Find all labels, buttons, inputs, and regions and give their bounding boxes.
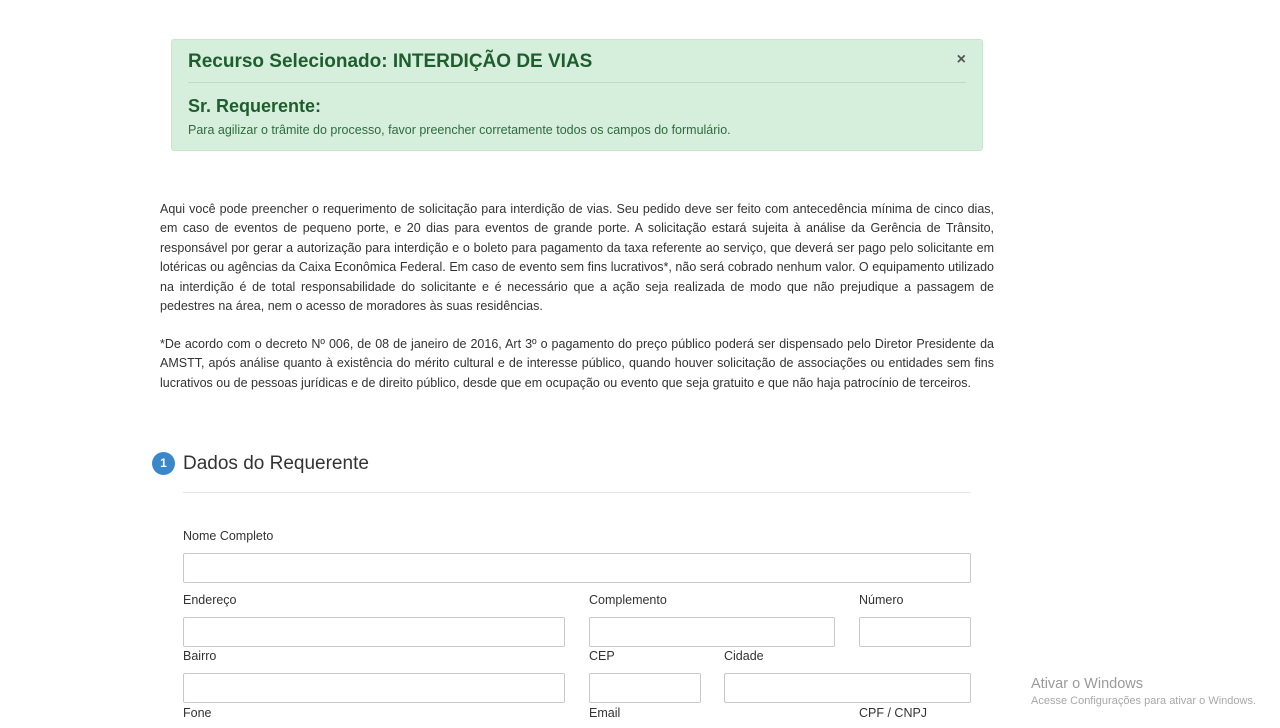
fone-label: Fone <box>183 706 212 720</box>
numero-label: Número <box>859 593 904 607</box>
nome-completo-input[interactable] <box>183 553 971 583</box>
alert-divider <box>188 82 966 83</box>
email-label: Email <box>589 706 621 720</box>
endereco-label: Endereço <box>183 593 237 607</box>
complemento-input[interactable] <box>589 617 835 647</box>
nome-completo-label: Nome Completo <box>183 529 274 543</box>
numero-input[interactable] <box>859 617 971 647</box>
complemento-label: Complemento <box>589 593 667 607</box>
bairro-input[interactable] <box>183 673 565 703</box>
bairro-label: Bairro <box>183 649 217 663</box>
close-icon[interactable]: × <box>956 51 966 68</box>
cpf-cnpj-label: CPF / CNPJ <box>859 706 928 720</box>
cep-label: CEP <box>589 649 615 663</box>
alert-title: Recurso Selecionado: INTERDIÇÃO DE VIAS <box>188 51 593 72</box>
cep-input[interactable] <box>589 673 701 703</box>
decree-note-paragraph: *De acordo com o decreto Nº 006, de 08 de janeiro de 2016, Art 3º o pagamento do preço público poderá ser dispensado pelo Diretor Presidente da AMSTT, após análise quanto à existência do mérito cultural e de interesse público, quando houver solicitação de associações ou entidades sem fins lucrativos ou de pessoas jurídicas e de direito público, desde que em ocupação ou evento que seja gratuito e que não haja patrocínio de terceiros. <box>160 337 994 390</box>
step-number-badge: 1 <box>152 452 175 475</box>
endereco-input[interactable] <box>183 617 565 647</box>
cidade-input[interactable] <box>724 673 971 703</box>
alert-subtitle: Sr. Requerente: <box>188 96 322 116</box>
cidade-label: Cidade <box>724 649 764 663</box>
intro-paragraph: Aqui você pode preencher o requerimento de solicitação para interdição de vias. Seu pedido deve ser feito com antecedência mínima de cinco dias, em caso de eventos de pequeno porte, e 20 dias para eventos de grande porte. A solicitação estará sujeita à análise da Gerência de Trânsito, responsável por gerar a autorização para interdição e o boleto para pagamento da taxa referente ao serviço, que deverá ser pago pelo solicitante em lotéricas ou agências da Caixa Econômica Federal. Em caso de evento sem fins lucrativos*, não será cobrado nenhum valor. O equipamento utilizado na interdição é de total responsabilidade do solicitante e é necessário que a ação seja realizada de modo que não prejudique a passagem de pedestres na área, nem o acesso de moradores às suas residências. <box>160 202 994 314</box>
section-title: Dados do Requerente <box>183 453 369 474</box>
windows-activation-subtitle: Acesse Configurações para ativar o Windows. <box>1031 695 1256 707</box>
selected-resource-alert <box>171 39 983 151</box>
windows-activation-title: Ativar o Windows <box>1031 676 1144 692</box>
alert-message: Para agilizar o trâmite do processo, favor preencher corretamente todos os campos do formulário. <box>188 123 731 137</box>
section-divider <box>183 492 971 493</box>
